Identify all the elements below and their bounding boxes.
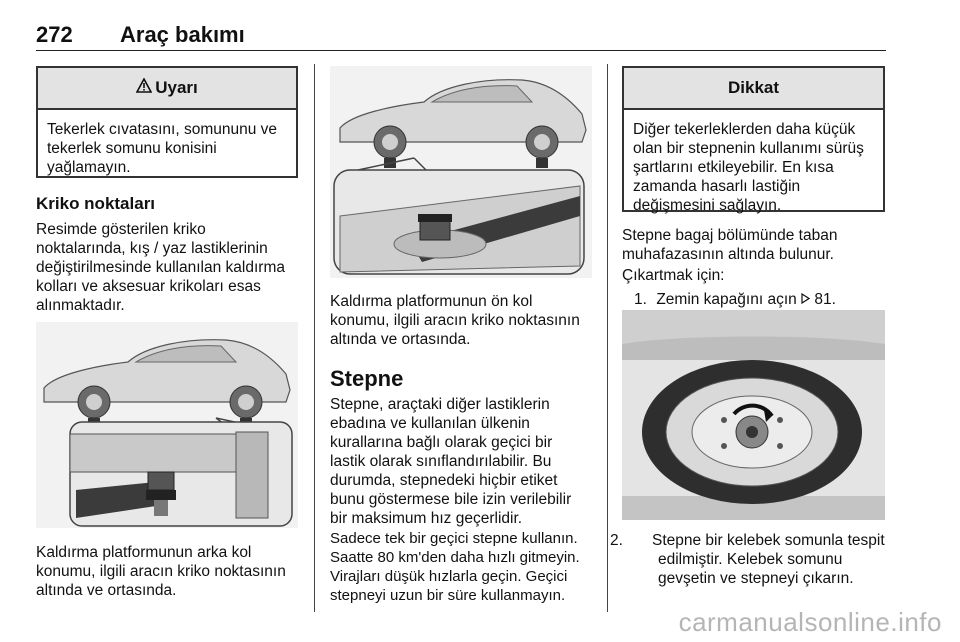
- step-text: edilmiştir. Kelebek somunu: [658, 551, 843, 568]
- text-line: kolları ve aksesuar krikoları esas: [36, 278, 261, 295]
- header-rule: [36, 50, 886, 51]
- text-line: değiştirilmesinde kullanılan kaldırma: [36, 259, 285, 276]
- caution-box-header: [624, 68, 883, 110]
- text-line: Stepne bagaj bölümünde taban: [622, 227, 838, 244]
- page-header: [36, 22, 886, 52]
- caution-box: [622, 66, 885, 212]
- text-line: Kaldırma platformunun ön kol: [330, 293, 533, 310]
- text-line: alınmaktadır.: [36, 297, 125, 314]
- step-1: [634, 290, 886, 309]
- caution-line: şartlarını etkileyebilir. En kısa: [633, 159, 834, 176]
- jack-points-text: [36, 220, 306, 315]
- page-number: 272: [36, 22, 73, 47]
- text-line: Kaldırma platformunun arka kol: [36, 544, 252, 561]
- caution-body: [624, 110, 883, 225]
- warning-box-header: [38, 68, 296, 110]
- text-line: lastik olarak sınıflandırılabilir. Bu: [330, 453, 552, 470]
- text-line: Sadece tek bir geçici stepne kullanın.: [330, 530, 578, 547]
- spare-wheel-heading: Stepne: [330, 366, 404, 391]
- rear-jack-caption: [36, 543, 306, 600]
- text-line: Virajları düşük hızlarla geçin. Geçici: [330, 568, 568, 585]
- caution-line: Diğer tekerleklerden daha küçük: [633, 121, 856, 138]
- spare-wheel-text-2: [330, 529, 606, 605]
- text-line: konumu, ilgili aracın kriko noktasının: [36, 563, 286, 580]
- step-2: [610, 531, 886, 588]
- spare-location-text: [622, 226, 884, 264]
- text-line: Stepne, araçtaki diğer lastiklerin: [330, 396, 550, 413]
- caution-line: olan bir stepnenin kullanımı sürüş: [633, 140, 864, 157]
- text-line: altında ve ortasında.: [330, 331, 471, 348]
- page-ref-link[interactable]: 81.: [814, 291, 836, 308]
- page-title: Araç bakımı: [120, 22, 245, 47]
- front-jack-illustration: [330, 66, 592, 278]
- rear-jack-illustration: [36, 322, 298, 528]
- warning-triangle-icon: [136, 78, 152, 98]
- warning-body: [38, 110, 296, 187]
- text-line: bunu göstermese bile izin verilebilir: [330, 491, 572, 508]
- text-line: bir maksimum hız geçerlidir.: [330, 510, 523, 527]
- text-line: ebadına ve kullanılan ülkenin: [330, 415, 530, 432]
- text-line: kurallarına bağlı olarak geçici bir: [330, 434, 553, 451]
- step-number: 1.: [634, 291, 647, 308]
- warning-box: [36, 66, 298, 178]
- spare-wheel-illustration: [622, 310, 885, 520]
- column-divider-1: [314, 64, 315, 612]
- warning-line: Tekerlek cıvatasını, somununu ve: [47, 121, 278, 138]
- spare-wheel-text-1: [330, 395, 602, 528]
- step-2-line: [610, 531, 886, 550]
- text-line: altında ve ortasında.: [36, 582, 177, 599]
- text-line: durumda, stepnedeki hiçbir etiket: [330, 472, 558, 489]
- caution-line: değişmesini sağlayın.: [633, 197, 782, 214]
- caution-title: Dikkat: [727, 78, 780, 97]
- remove-intro: Çıkartmak için:: [622, 267, 725, 284]
- step-text: Stepne bir kelebek somunla tespit: [652, 532, 885, 549]
- page-ref-triangle-icon: [801, 291, 810, 308]
- text-line: noktalarında, kış / yaz lastiklerinin: [36, 240, 268, 257]
- text-line: stepneyi uzun bir süre kullanmayın.: [330, 587, 566, 604]
- front-jack-caption: [330, 292, 602, 349]
- jack-points-heading: Kriko noktaları: [36, 194, 156, 213]
- text-line: konumu, ilgili aracın kriko noktasının: [330, 312, 580, 329]
- text-line: Resimde gösterilen kriko: [36, 221, 206, 238]
- text-line: Saatte 80 km'den daha hızlı gitmeyin.: [330, 549, 580, 566]
- warning-line: tekerlek somunu konisini: [47, 140, 217, 157]
- warning-line: yağlamayın.: [47, 159, 131, 176]
- step-text: Zemin kapağını açın: [656, 291, 797, 308]
- step-text: gevşetin ve stepneyi çıkarın.: [658, 570, 854, 587]
- watermark: carmanualsonline.info: [678, 607, 942, 637]
- text-line: muhafazasının altında bulunur.: [622, 246, 834, 263]
- caution-line: zamanda hasarlı lastiğin: [633, 178, 801, 195]
- column-divider-2: [607, 64, 608, 612]
- step-number: 2.: [610, 532, 623, 549]
- warning-title: Uyarı: [155, 78, 198, 97]
